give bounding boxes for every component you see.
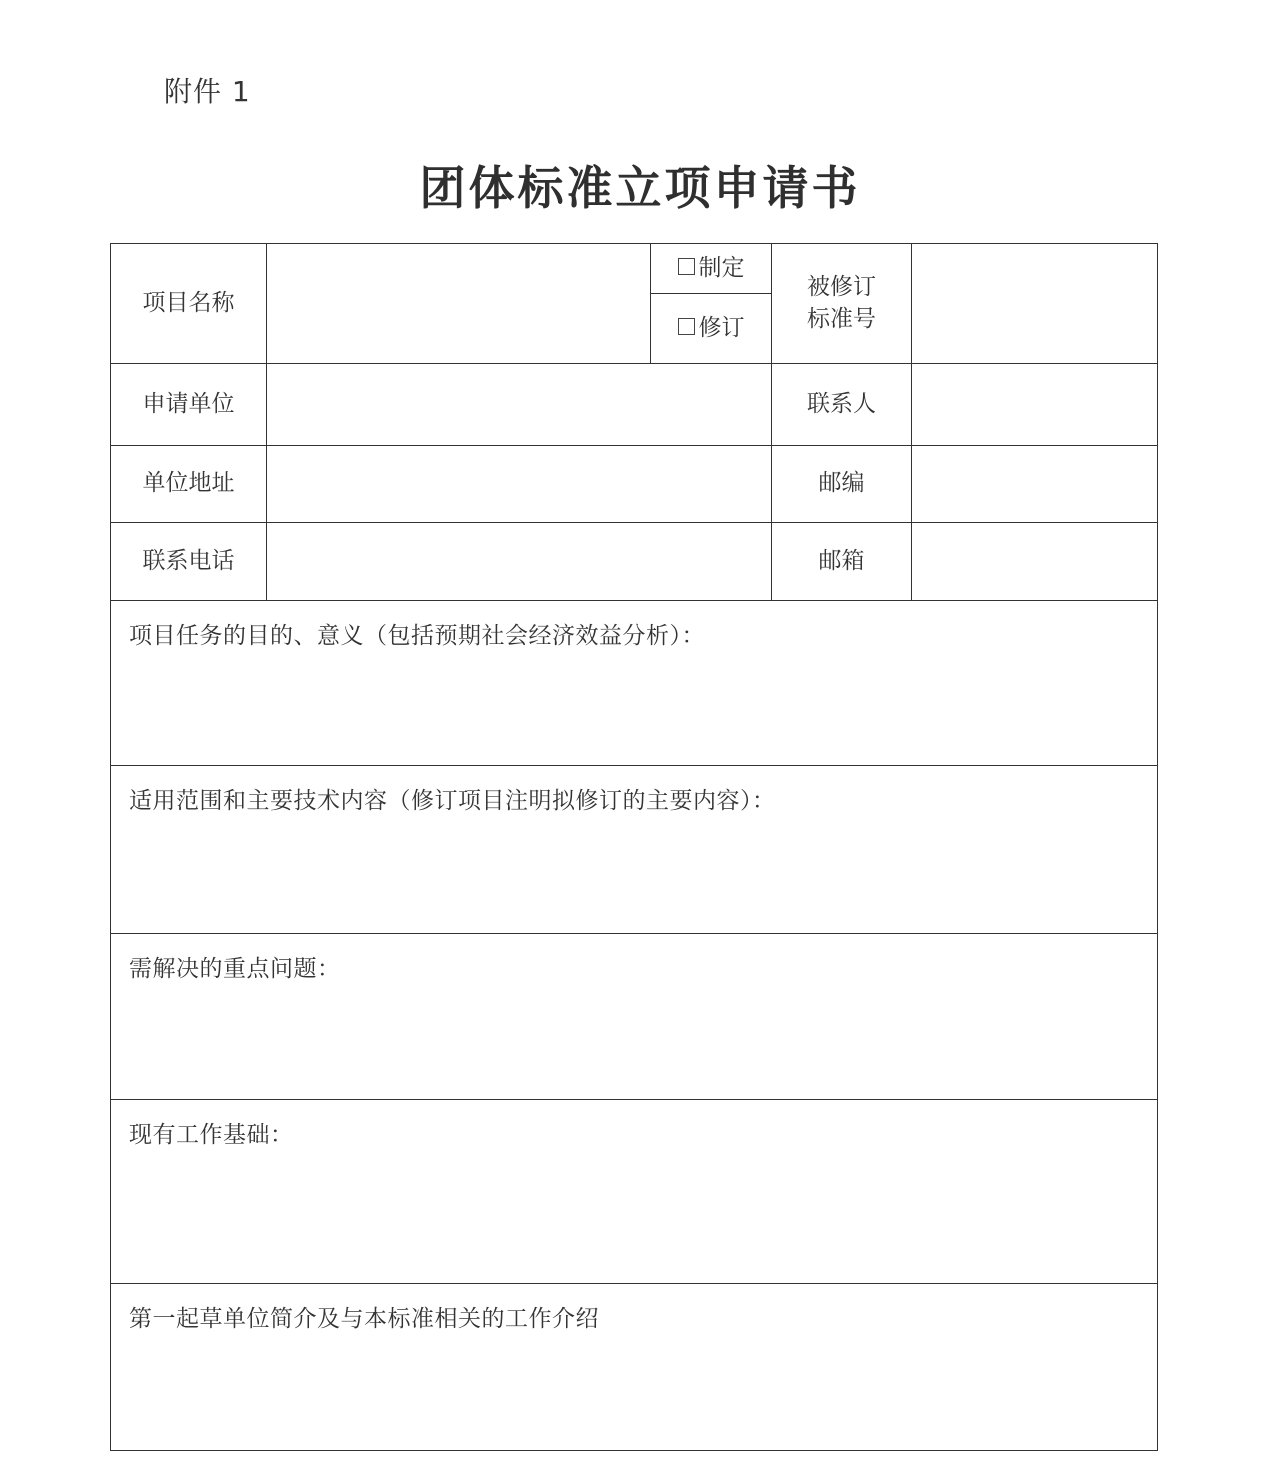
existing-work-section[interactable] bbox=[111, 1100, 1157, 1284]
contact-person-label bbox=[772, 364, 912, 446]
revised-standard-no-label bbox=[772, 244, 912, 364]
phone-field[interactable] bbox=[267, 523, 772, 601]
key-issues-section[interactable] bbox=[111, 934, 1157, 1100]
purpose-section-label: 项目任务的目的、意义（包括预期社会经济效益分析）： bbox=[129, 623, 705, 649]
annex-label: 附件 1 bbox=[164, 75, 251, 108]
applicant-unit-field[interactable] bbox=[267, 364, 772, 446]
scope-section[interactable] bbox=[111, 766, 1157, 934]
option-revise[interactable] bbox=[651, 294, 772, 364]
option-revise-label: 修订 bbox=[698, 314, 745, 341]
revised-standard-no-field[interactable] bbox=[912, 244, 1157, 364]
phone-label bbox=[111, 523, 267, 601]
existing-work-section-label: 现有工作基础： bbox=[129, 1122, 294, 1148]
contact-person-label-text: 联系人 bbox=[807, 390, 876, 417]
email-field[interactable] bbox=[912, 523, 1157, 601]
applicant-unit-label bbox=[111, 364, 267, 446]
postcode-label bbox=[772, 446, 912, 523]
project-name-label-text: 项目名称 bbox=[142, 289, 235, 316]
project-name-field[interactable] bbox=[267, 244, 651, 364]
email-label-text: 邮箱 bbox=[818, 547, 865, 574]
phone-label-text: 联系电话 bbox=[142, 547, 235, 574]
applicant-unit-label-text: 申请单位 bbox=[142, 390, 235, 417]
contact-person-field[interactable] bbox=[912, 364, 1157, 446]
revised-standard-no-label-line1: 被修订 bbox=[807, 273, 876, 300]
scope-section-label: 适用范围和主要技术内容（修订项目注明拟修订的主要内容）： bbox=[129, 788, 776, 814]
application-form bbox=[110, 243, 1158, 1451]
purpose-section[interactable] bbox=[111, 601, 1157, 766]
key-issues-section-label: 需解决的重点问题： bbox=[129, 956, 341, 982]
establish-checkbox[interactable] bbox=[678, 258, 695, 275]
unit-address-field[interactable] bbox=[267, 446, 772, 523]
drafting-unit-section-label: 第一起草单位简介及与本标准相关的工作介绍 bbox=[129, 1306, 599, 1332]
unit-address-label bbox=[111, 446, 267, 523]
unit-address-label-text: 单位地址 bbox=[142, 470, 235, 497]
revised-standard-no-label-line2: 标准号 bbox=[807, 305, 876, 332]
option-establish-label: 制定 bbox=[698, 254, 745, 281]
postcode-field[interactable] bbox=[912, 446, 1157, 523]
postcode-label-text: 邮编 bbox=[818, 470, 865, 497]
project-name-label bbox=[111, 244, 267, 364]
document-title: 团体标准立项申请书 bbox=[419, 161, 861, 215]
option-establish[interactable] bbox=[651, 244, 772, 294]
drafting-unit-section[interactable] bbox=[111, 1284, 1157, 1450]
revise-checkbox[interactable] bbox=[678, 318, 695, 335]
email-label bbox=[772, 523, 912, 601]
